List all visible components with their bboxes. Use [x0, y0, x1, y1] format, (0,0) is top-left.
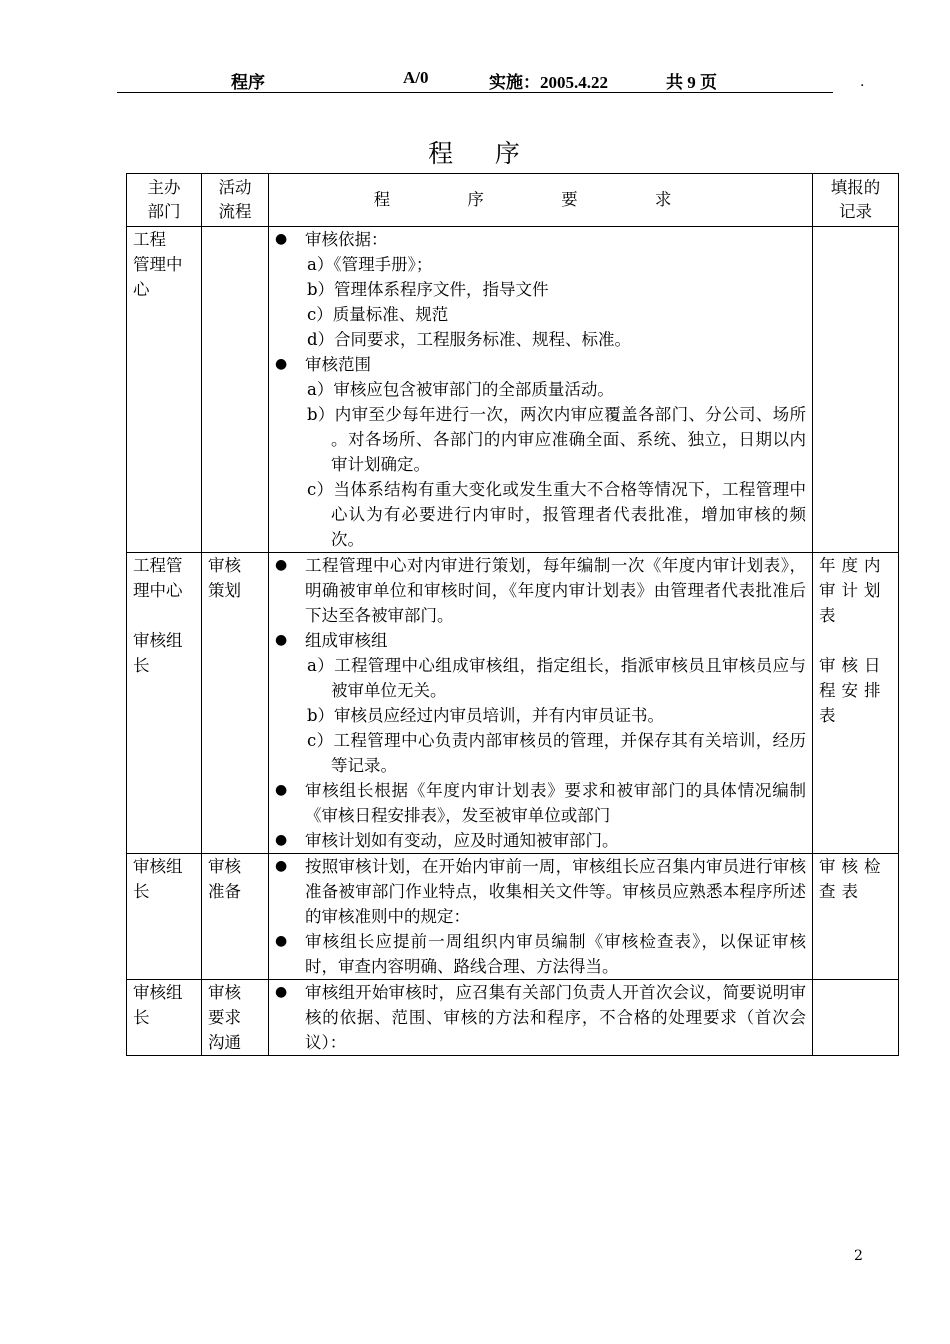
- page-header: [0, 68, 950, 92]
- sub-item: c）工程管理中心负责内部审核员的管理，并保存其有关培训，经历等记录。: [307, 731, 806, 775]
- header-effective-date: 实施：2005.4.22: [489, 73, 608, 92]
- header-requirements-label: 程 序 要 求: [373, 190, 708, 209]
- dept-cell-text: 工程管 理中心 审核组 长: [133, 556, 183, 675]
- header-flow: [202, 174, 269, 227]
- sub-item: b）管理体系程序文件，指导文件: [307, 280, 549, 299]
- sub-item: b）审核员应经过内审员培训，并有内审员证书。: [307, 706, 665, 725]
- flow-cell: [202, 227, 269, 553]
- table-header-row: [127, 174, 899, 227]
- bullet-item: ● 审核组开始审核时，应召集有关部门负责人开首次会议，简要说明审核的依据、范围、审核的方法和程序，不合格的处理要求（首次会议）：: [269, 980, 806, 1055]
- records-cell-text: 审核检 查表: [819, 857, 887, 901]
- bullet-item: ● 工程管理中心对内审进行策划，每年编制一次《年度内审计划表》，明确被审单位和审核时间，《年度内审计划表》由管理者代表批准后下达至各被审部门。: [269, 553, 806, 628]
- table-row: [127, 980, 899, 1056]
- flow-cell-text: 审核 准备: [208, 857, 241, 901]
- requirements-cell: [269, 854, 813, 980]
- flow-cell-text: 审核 要求 沟通: [208, 983, 241, 1052]
- sub-item: a）工程管理中心组成审核组，指定组长，指派审核员且审核员应与被审单位无关。: [307, 656, 806, 700]
- bullet-item: ● 审核组长应提前一周组织内审员编制《审核检查表》，以保证审核时，审查内容明确、路线合理、方法得当。: [269, 929, 806, 979]
- dept-cell-text: 工程 管理中 心: [133, 230, 183, 299]
- document-title: [0, 134, 950, 170]
- dept-cell: [127, 854, 202, 980]
- dept-cell: [127, 553, 202, 854]
- bullet-item: ● 组成审核组: [269, 628, 806, 653]
- sub-item: a）审核应包含被审部门的全部质量活动。: [307, 380, 614, 399]
- document-title-text: 程 序: [428, 139, 522, 168]
- dept-cell: [127, 980, 202, 1056]
- header-version: A/0: [403, 68, 429, 87]
- bullet-item: ● 审核计划如有变动，应及时通知被审部门。: [269, 828, 806, 853]
- table-row: [127, 553, 899, 854]
- flow-cell: [202, 980, 269, 1056]
- requirements-cell: [269, 227, 813, 553]
- header-flow-label: 活动 流程: [218, 178, 252, 221]
- table-row: [127, 854, 899, 980]
- header-dot: .: [860, 74, 865, 90]
- flow-cell: [202, 553, 269, 854]
- dept-cell-text: 审核组 长: [133, 983, 183, 1027]
- page-number: 2: [854, 1248, 863, 1264]
- flow-cell: [202, 854, 269, 980]
- bullet-item: ● 审核依据：: [269, 227, 806, 252]
- bullet-item: ● 审核组长根据《年度内审计划表》要求和被审部门的具体情况编制《审核日程安排表》，发至被审单位或部门: [269, 778, 806, 828]
- records-cell-text: 年度内 审计划 表 审核日 程安排 表: [819, 556, 887, 725]
- records-cell: [813, 980, 899, 1056]
- header-records: [813, 174, 899, 227]
- dept-cell-text: 审核组 长: [133, 857, 183, 901]
- header-dept-label: 主办 部门: [147, 178, 181, 221]
- header-rule: [117, 92, 833, 93]
- dept-cell: [127, 227, 202, 553]
- bullet-item: ● 按照审核计划，在开始内审前一周，审核组长应召集内审员进行审核准备被审部门作业特点，收集相关文件等。审核员应熟悉本程序所述的审核准则中的规定：: [269, 854, 806, 929]
- header-page-count: 共 9 页: [666, 73, 717, 92]
- requirements-cell: [269, 980, 813, 1056]
- records-cell: [813, 227, 899, 553]
- records-cell: [813, 854, 899, 980]
- header-dept: [127, 174, 202, 227]
- header-doc-name: 程序: [231, 73, 265, 92]
- procedure-table: [126, 173, 899, 1056]
- header-records-label: 填报的 记录: [830, 178, 881, 221]
- bullet-item: ● 审核范围: [269, 352, 806, 377]
- table-row: [127, 227, 899, 553]
- records-cell: [813, 553, 899, 854]
- flow-cell-text: 审核 策划: [208, 556, 241, 600]
- sub-item: c）质量标准、规范: [307, 305, 449, 324]
- sub-item: d）合同要求，工程服务标准、规程、标准。: [307, 330, 632, 349]
- sub-item: a）《管理手册》；: [307, 255, 433, 274]
- sub-item: c）当体系结构有重大变化或发生重大不合格等情况下，工程管理中心认为有必要进行内审时，报管理者代表批准，增加审核的频次。: [307, 480, 806, 549]
- sub-item: b）内审至少每年进行一次，两次内审应覆盖各部门、分公司、场所 。对各场所、各部门的内审应准确全面、系统、独立，日期以内审计划确定。: [307, 405, 806, 474]
- requirements-cell: [269, 553, 813, 854]
- table-body: [127, 227, 899, 1056]
- header-requirements: [269, 174, 813, 227]
